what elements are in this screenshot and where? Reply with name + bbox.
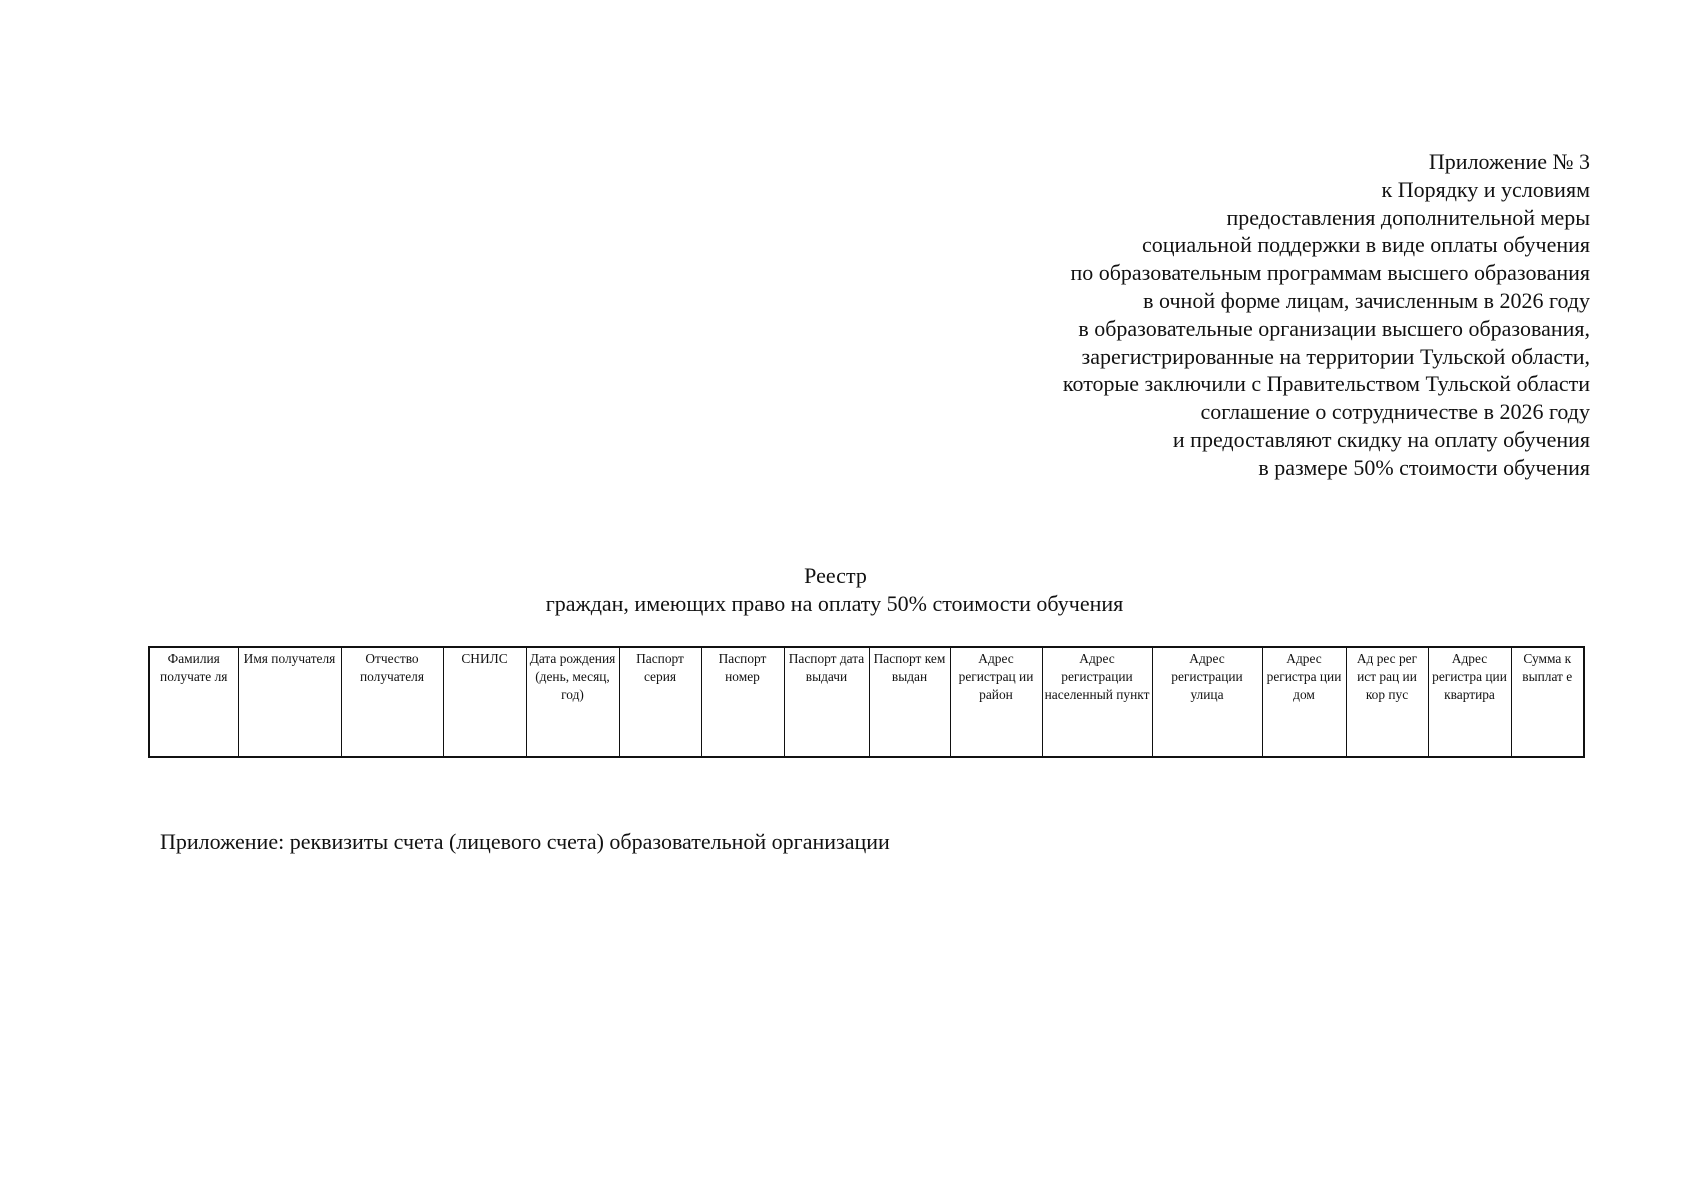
column-header-address-house: Адрес регистра ции дом — [1262, 647, 1346, 757]
column-header-address-building: Ад рес рег ист рац ии кор пус — [1346, 647, 1428, 757]
register-table — [148, 646, 1585, 758]
appendix-line-title: Приложение № 3 — [1428, 149, 1590, 174]
appendix-line: предоставления дополнительной меры — [1226, 204, 1590, 230]
table-header-row — [149, 647, 1584, 757]
register-title: Реестр — [804, 563, 867, 588]
column-header-snils: СНИЛС — [443, 647, 526, 757]
column-header-payment-amount: Сумма к выплат е — [1511, 647, 1584, 757]
column-header-address-district: Адрес регистрац ии район — [950, 647, 1042, 757]
column-header-surname: Фамилия получате ля — [149, 647, 238, 757]
column-header-address-street: Адрес регистрации улица — [1152, 647, 1262, 757]
column-header-passport-number: Паспорт номер — [701, 647, 784, 757]
register-subtitle: граждан, имеющих право на оплату 50% стоимости обучения — [545, 591, 1124, 616]
appendix-line: в образовательные организации высшего образования, — [1078, 315, 1590, 341]
register-heading — [0, 562, 1695, 618]
appendix-line: социальной поддержки в виде оплаты обучения — [1142, 232, 1590, 258]
column-header-passport-series: Паспорт серия — [619, 647, 701, 757]
appendix-line: которые заключили с Правительством Тульской области — [1062, 371, 1590, 397]
attachment-note: Приложение: реквизиты счета (лицевого счета) образовательной организации — [160, 829, 890, 854]
appendix-line: зарегистрированные на территории Тульской области, — [1081, 343, 1590, 369]
appendix-line: к Порядку и условиям — [1381, 176, 1590, 202]
appendix-reference-block — [830, 148, 1590, 482]
appendix-line: в очной форме лицам, зачисленным в 2026 году — [1143, 287, 1590, 313]
column-header-birth-date: Дата рождения (день, месяц, год) — [526, 647, 619, 757]
appendix-line: по образовательным программам высшего образования — [1070, 260, 1590, 286]
column-header-name: Имя получателя — [238, 647, 341, 757]
column-header-passport-issued-by: Паспорт кем выдан — [869, 647, 950, 757]
column-header-address-apartment: Адрес регистра ции квартира — [1428, 647, 1511, 757]
appendix-line: в размере 50% стоимости обучения — [1258, 454, 1590, 480]
column-header-address-locality: Адрес регистрации населенный пункт — [1042, 647, 1152, 757]
appendix-line: и предоставляют скидку на оплату обучения — [1172, 426, 1590, 452]
column-header-passport-issue-date: Паспорт дата выдачи — [784, 647, 869, 757]
column-header-patronymic: Отчество получателя — [341, 647, 443, 757]
appendix-line: соглашение о сотрудничестве в 2026 году — [1200, 399, 1590, 425]
